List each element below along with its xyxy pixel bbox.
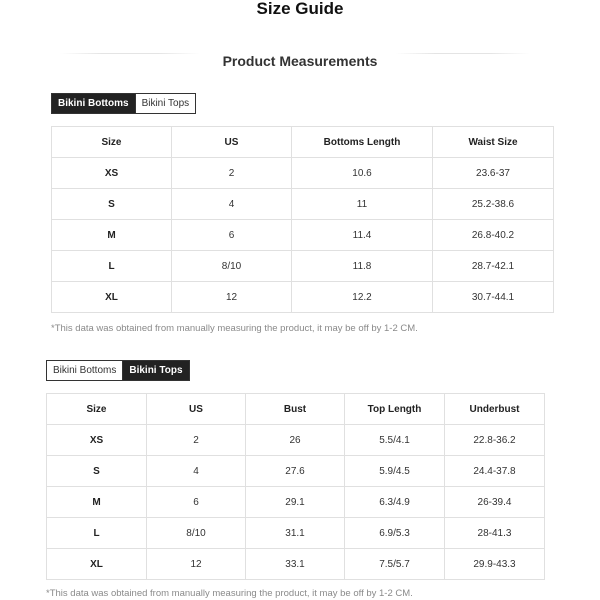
tops-size-table (46, 393, 545, 580)
table-cell: 11.4 (292, 220, 433, 251)
table-cell: 12 (172, 282, 292, 313)
tab-bikini-bottoms[interactable]: Bikini Bottoms (46, 360, 123, 381)
bottoms-measurement-note: *This data was obtained from manually measuring the product, it may be off by 1-2 CM. (51, 323, 418, 334)
table-cell: 2 (147, 425, 246, 456)
table-cell: 8/10 (172, 251, 292, 282)
column-header: US (172, 127, 292, 158)
size-cell: M (47, 487, 147, 518)
table-cell: 12 (147, 549, 246, 580)
size-cell: XL (47, 549, 147, 580)
table-row (52, 158, 554, 189)
table-cell: 23.6-37 (433, 158, 554, 189)
table-row (47, 549, 545, 580)
table-cell: 4 (172, 189, 292, 220)
table-row (47, 487, 545, 518)
tops-measurement-note: *This data was obtained from manually measuring the product, it may be off by 1-2 CM. (46, 588, 413, 599)
column-header: Bust (246, 394, 345, 425)
table-row (52, 189, 554, 220)
column-header: Size (52, 127, 172, 158)
size-cell: L (47, 518, 147, 549)
table-cell: 24.4-37.8 (445, 456, 545, 487)
page-title: Size Guide (256, 0, 344, 18)
table-cell: 26.8-40.2 (433, 220, 554, 251)
table-cell: 11 (292, 189, 433, 220)
table-row (52, 282, 554, 313)
table-cell: 6 (147, 487, 246, 518)
size-cell: XS (52, 158, 172, 189)
section-divider-right (395, 53, 530, 54)
column-header: US (147, 394, 246, 425)
table-row (47, 425, 545, 456)
size-cell: XL (52, 282, 172, 313)
table-cell: 5.9/4.5 (345, 456, 445, 487)
table-header-row (47, 394, 545, 425)
table-cell: 33.1 (246, 549, 345, 580)
table-cell: 31.1 (246, 518, 345, 549)
table-cell: 22.8-36.2 (445, 425, 545, 456)
column-header: Waist Size (433, 127, 554, 158)
bottoms-size-table (51, 126, 554, 313)
section-title: Product Measurements (222, 53, 378, 69)
table-cell: 4 (147, 456, 246, 487)
table-row (47, 518, 545, 549)
table-cell: 30.7-44.1 (433, 282, 554, 313)
table-cell: 28-41.3 (445, 518, 545, 549)
size-cell: S (52, 189, 172, 220)
table-cell: 5.5/4.1 (345, 425, 445, 456)
size-cell: XS (47, 425, 147, 456)
table-row (52, 251, 554, 282)
table-cell: 29.9-43.3 (445, 549, 545, 580)
table-cell: 10.6 (292, 158, 433, 189)
table-cell: 2 (172, 158, 292, 189)
table-cell: 25.2-38.6 (433, 189, 554, 220)
tab-bikini-tops[interactable]: Bikini Tops (123, 360, 189, 381)
column-header: Bottoms Length (292, 127, 433, 158)
tab-bikini-bottoms[interactable]: Bikini Bottoms (51, 93, 136, 114)
tops-tab-group (46, 360, 190, 381)
size-cell: L (52, 251, 172, 282)
table-header-row (52, 127, 554, 158)
table-cell: 27.6 (246, 456, 345, 487)
column-header: Size (47, 394, 147, 425)
table-cell: 26-39.4 (445, 487, 545, 518)
table-row (52, 220, 554, 251)
table-cell: 11.8 (292, 251, 433, 282)
table-cell: 7.5/5.7 (345, 549, 445, 580)
table-row (47, 456, 545, 487)
size-cell: S (47, 456, 147, 487)
tab-bikini-tops[interactable]: Bikini Tops (136, 93, 197, 114)
table-cell: 8/10 (147, 518, 246, 549)
column-header: Underbust (445, 394, 545, 425)
column-header: Top Length (345, 394, 445, 425)
table-cell: 6 (172, 220, 292, 251)
table-cell: 28.7-42.1 (433, 251, 554, 282)
table-cell: 29.1 (246, 487, 345, 518)
bottoms-tab-group (51, 93, 196, 114)
table-cell: 6.9/5.3 (345, 518, 445, 549)
size-cell: M (52, 220, 172, 251)
table-cell: 12.2 (292, 282, 433, 313)
table-cell: 6.3/4.9 (345, 487, 445, 518)
table-cell: 26 (246, 425, 345, 456)
